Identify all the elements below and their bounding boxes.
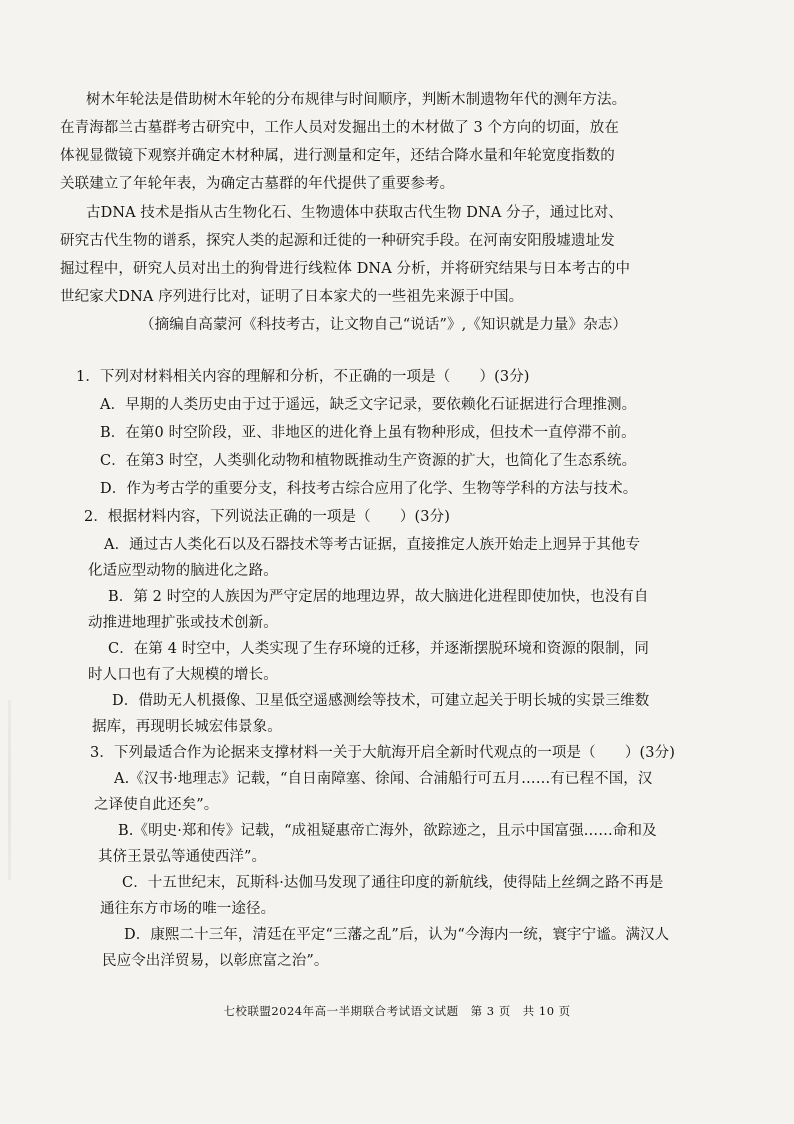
passage-line: 关联建立了年轮年表，为确定古墓群的年代提供了重要参考。 — [60, 176, 455, 192]
passage-line: 世纪家犬DNA 序列进行比对，证明了日本家犬的一些祖先来源于中国。 — [60, 289, 524, 305]
page-footer: 七校联盟2024年高一半期联合考试语文试题 第 3 页 共 10 页 — [223, 1004, 571, 1018]
option-line: B.《明史·郑和传》记载，“成祖疑惠帝亡海外，欲踪迹之，且示中国富强……命和及 — [118, 823, 657, 839]
option-line: 其侪王景弘等通使西洋”。 — [98, 849, 267, 865]
passage-line: 在青海都兰古墓群考古研究中，工作人员对发掘出土的木材做了 3 个方向的切面，放在 — [60, 120, 619, 136]
option-line: 动推进地理扩张或技术创新。 — [88, 615, 278, 631]
option-line: 通往东方市场的唯一途径。 — [100, 901, 276, 917]
passage-line: 掘过程中，研究人员对出土的狗骨进行线粒体 DNA 分析，并将研究结果与日本考古的中 — [60, 261, 631, 277]
option-line: D．作为考古学的重要分支，科技考古综合应用了化学、生物等学科的方法与技术。 — [100, 481, 638, 497]
question-stem: 1．下列对材料相关内容的理解和分析，不正确的一项是（ ）(3分) — [76, 369, 530, 385]
option-line: 之译使自此还矣”。 — [94, 797, 219, 813]
option-line: A．通过古人类化石以及石器技术等考古证据，直接推定人族开始走上迥异于其他专 — [104, 537, 641, 553]
option-line: C．在第 4 时空中，人类实现了生存环境的迁移，并逐渐摆脱环境和资源的限制，同 — [108, 641, 649, 657]
source-citation: （摘编自高蒙河《科技考古，让文物自己“说话”》,《知识就是力量》杂志） — [140, 317, 627, 333]
option-line: A．早期的人类历史由于过于遥远，缺乏文字记录，要依赖化石证据进行合理推测。 — [100, 397, 637, 413]
passage-line: 体视显微镜下观察并确定木材种属，进行测量和定年，还结合降水量和年轮宽度指数的 — [60, 148, 615, 164]
option-line: 时人口也有了大规模的增长。 — [88, 667, 278, 683]
question-stem: 3．下列最适合作为论据来支撑材料一关于大航海开启全新时代观点的一项是（ ）(3分) — [90, 745, 675, 761]
passage-line: 研究古代生物的谱系，探究人类的起源和迁徙的一种研究手段。在河南安阳殷墟遗址发 — [60, 233, 615, 249]
question-stem: 2．根据材料内容，下列说法正确的一项是（ ）(3分) — [84, 509, 450, 525]
option-line: D．康熙二十三年，清廷在平定“三藩之乱”后，认为“今海内一统，寰宇宁谧。满汉人 — [124, 927, 670, 943]
option-line: B．第 2 时空的人族因为严守定居的地理边界，故大脑进化进程即使加快，也没有自 — [108, 589, 649, 605]
option-line: 化适应型动物的脑进化之路。 — [88, 563, 278, 579]
option-line: 据库，再现明长城宏伟景象。 — [92, 719, 282, 735]
passage-line: 树木年轮法是借助树木年轮的分布规律与时间顺序，判断木制遗物年代的测年方法。 — [86, 92, 627, 108]
passage-line: 古DNA 技术是指从古生物化石、生物遗体中获取古代生物 DNA 分子，通过比对、 — [86, 205, 623, 221]
option-line: C．在第3 时空，人类驯化动物和植物既推动生产资源的扩大，也简化了生态系统。 — [100, 453, 637, 469]
option-line: A.《汉书·地理志》记载，“自日南障塞、徐闻、合浦船行可五月……有已程不国，汉 — [114, 771, 653, 787]
scan-shadow — [8, 700, 11, 880]
option-line: 民应令出洋贸易，以彰庶富之治”。 — [102, 953, 329, 969]
option-line: D．借助无人机摄像、卫星低空遥感测绘等技术，可建立起关于明长城的实景三维数 — [112, 693, 650, 709]
option-line: B．在第0 时空阶段，亚、非地区的进化脊上虽有物种形成，但技术一直停滞不前。 — [100, 425, 636, 441]
option-line: C．十五世纪末，瓦斯科·达伽马发现了通往印度的新航线，使得陆上丝绸之路不再是 — [122, 875, 664, 891]
